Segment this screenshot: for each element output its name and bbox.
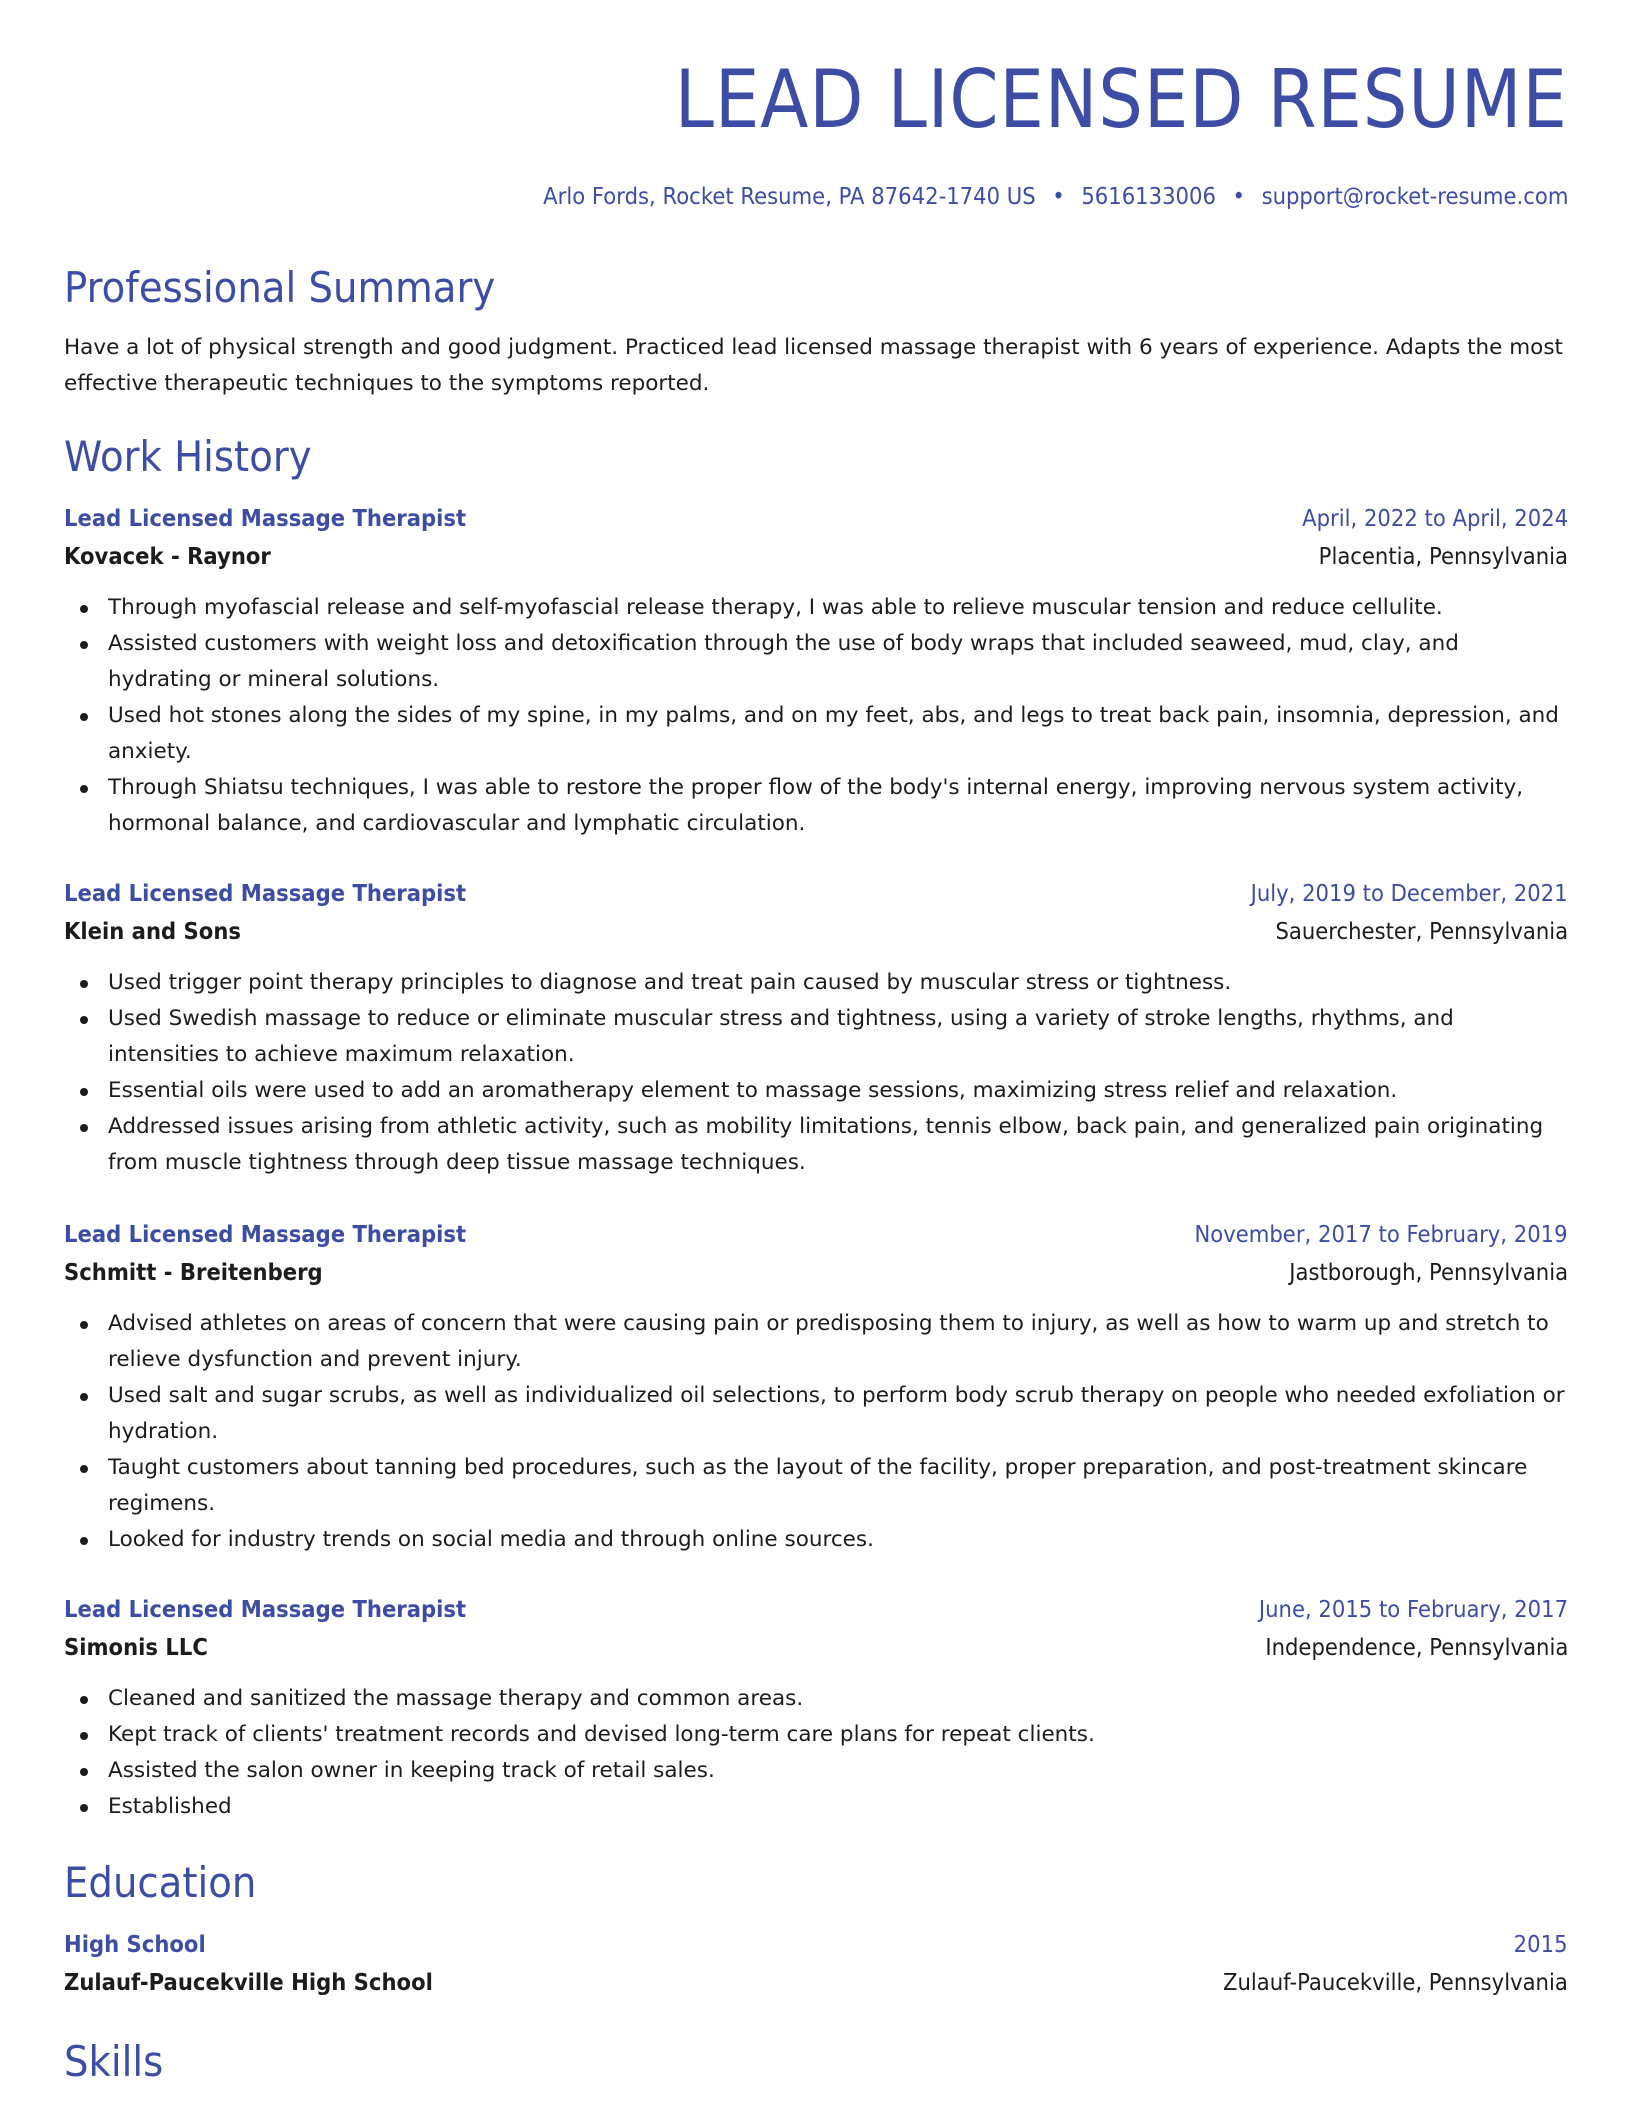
job-entry <box>64 1216 1568 1558</box>
job-company: Kovacek - Raynor <box>64 544 271 570</box>
summary-heading: Professional Summary <box>64 263 496 312</box>
job-entry <box>64 875 1568 1181</box>
list-item: Through myofascial release and self-myofascial release therapy, I was able to relieve muscular tension and reduce cellulite. <box>64 590 1568 626</box>
list-item: Used Swedish massage to reduce or eliminate muscular stress and tightness, using a variety of stroke lengths, rhythms, and intensities to achieve maximum relaxation. <box>64 1001 1568 1073</box>
education-school: Zulauf-Paucekville High School <box>64 1970 433 1996</box>
job-dates: June, 2015 to February, 2017 <box>1258 1597 1568 1623</box>
job-dates: April, 2022 to April, 2024 <box>1301 506 1568 532</box>
resume-page <box>64 0 1568 2112</box>
list-item: Through Shiatsu techniques, I was able to restore the proper flow of the body's internal energy, improving nervous system activity, hormonal balance, and cardiovascular and lymphatic circulation. <box>64 770 1568 842</box>
contact-email[interactable]: support@rocket-resume.com <box>1261 184 1568 210</box>
skills-heading: Skills <box>64 2037 164 2086</box>
education-degree: High School <box>64 1932 206 1958</box>
list-item: Used hot stones along the sides of my spine, in my palms, and on my feet, abs, and legs to treat back pain, insomnia, depression, and anxiety. <box>64 698 1568 770</box>
list-item: Assisted customers with weight loss and detoxification through the use of body wraps that included seaweed, mud, clay, and hydrating or mineral solutions. <box>64 626 1568 698</box>
job-title: Lead Licensed Massage Therapist <box>64 1597 467 1623</box>
contact-separator: • <box>1232 184 1245 210</box>
list-item: Used salt and sugar scrubs, as well as individualized oil selections, to perform body scrub therapy on people who needed exfoliation or hydration. <box>64 1378 1568 1450</box>
education-heading: Education <box>64 1858 257 1907</box>
list-item: Advised athletes on areas of concern that were causing pain or predisposing them to injury, as well as how to warm up and stretch to relieve dysfunction and prevent injury. <box>64 1306 1568 1378</box>
job-company: Klein and Sons <box>64 919 241 945</box>
contact-line <box>543 182 1568 212</box>
job-title: Lead Licensed Massage Therapist <box>64 881 467 907</box>
job-location: Jastborough, Pennsylvania <box>1289 1260 1568 1286</box>
job-dates: November, 2017 to February, 2019 <box>1194 1222 1568 1248</box>
education-location: Zulauf-Paucekville, Pennsylvania <box>1223 1970 1568 1996</box>
job-title: Lead Licensed Massage Therapist <box>64 506 467 532</box>
job-title: Lead Licensed Massage Therapist <box>64 1222 467 1248</box>
job-bullets <box>64 965 1568 1181</box>
list-item: Established <box>64 1789 1568 1825</box>
list-item: Cleaned and sanitized the massage therapy and common areas. <box>64 1681 1568 1717</box>
list-item: Used trigger point therapy principles to diagnose and treat pain caused by muscular stress or tightness. <box>64 965 1568 1001</box>
contact-separator: • <box>1051 184 1065 210</box>
job-bullets <box>64 1681 1568 1825</box>
job-bullets <box>64 1306 1568 1558</box>
contact-phone[interactable]: 5616133006 <box>1080 184 1216 210</box>
list-item: Assisted the salon owner in keeping track of retail sales. <box>64 1753 1568 1789</box>
job-entry <box>64 1591 1568 1825</box>
education-year: 2015 <box>1514 1932 1568 1958</box>
job-location: Placentia, Pennsylvania <box>1318 544 1568 570</box>
job-dates: July, 2019 to December, 2021 <box>1250 881 1568 907</box>
list-item: Essential oils were used to add an aromatherapy element to massage sessions, maximizing stress relief and relaxation. <box>64 1073 1568 1109</box>
resume-title: LEAD LICENSED RESUME <box>675 53 1568 146</box>
job-company: Schmitt - Breitenberg <box>64 1260 323 1286</box>
work-history-heading: Work History <box>64 432 312 481</box>
list-item: Addressed issues arising from athletic activity, such as mobility limitations, tennis elbow, back pain, and generalized pain originating from muscle tightness through deep tissue massage techniques. <box>64 1109 1568 1181</box>
job-company: Simonis LLC <box>64 1635 208 1661</box>
contact-address: Arlo Fords, Rocket Resume, PA 87642-1740 US <box>542 184 1036 210</box>
list-item: Taught customers about tanning bed procedures, such as the layout of the facility, proper preparation, and post-treatment skincare regimens. <box>64 1450 1568 1522</box>
job-location: Independence, Pennsylvania <box>1265 1635 1568 1661</box>
job-bullets <box>64 590 1568 842</box>
job-location: Sauerchester, Pennsylvania <box>1275 919 1568 945</box>
list-item: Looked for industry trends on social media and through online sources. <box>64 1522 1568 1558</box>
list-item: Kept track of clients' treatment records and devised long-term care plans for repeat clients. <box>64 1717 1568 1753</box>
education-entry <box>64 1926 1568 2002</box>
summary-text: Have a lot of physical strength and good judgment. Practiced lead licensed massage therapist with 6 years of experience. Adapts the most effective therapeutic techniques to the symptoms reported. <box>64 335 1563 396</box>
job-entry <box>64 500 1568 842</box>
